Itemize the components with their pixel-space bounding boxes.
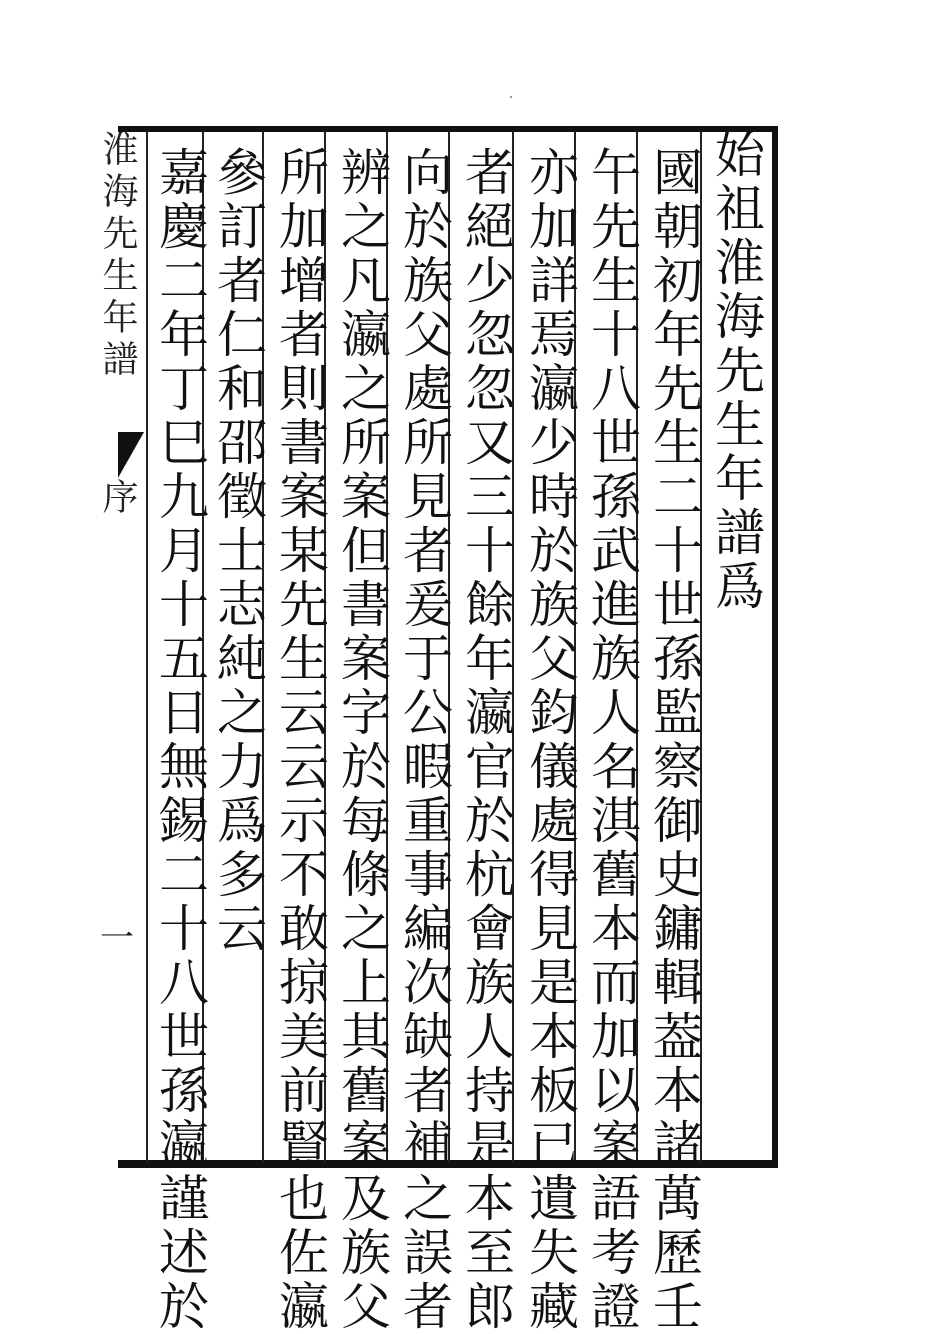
text-column-7: 辨之凡瀛之所案但書案字於每條之上其舊案及族父 [333, 146, 391, 1334]
text-column-2: 國朝初年先生二十世孫監察御史鏞輯葢本諸萬歷壬 [645, 146, 703, 1334]
column-rule [146, 132, 148, 1162]
text-column-6: 向於族父處所見者爰于公暇重事編次缺者補之誤者 [395, 146, 453, 1334]
margin-section-label: 序 [97, 478, 138, 514]
scan-dot [510, 96, 512, 98]
text-column-3: 午先生十八世孫武進族人名淇舊本而加以案語考證 [583, 146, 641, 1334]
text-column-9: 參訂者仁和邵徵士志純之力爲多云 [209, 146, 267, 956]
margin-title: 淮海先生年譜 [97, 130, 138, 382]
page-number: 一 [100, 918, 134, 958]
text-column-5: 者絕少忽忽又三十餘年瀛官於杭會族人持是本至郎 [457, 146, 515, 1334]
fish-tail-mark [118, 432, 144, 478]
text-column-10: 嘉慶二年丁巳九月十五日無錫二十八世孫瀛謹述於 [151, 146, 209, 1334]
text-column-1: 始祖淮海先生年譜爲 [707, 128, 765, 614]
text-column-8: 所加增者則書案某先生云云示不敢掠美前賢也佐瀛 [271, 146, 329, 1334]
text-column-4: 亦加詳焉瀛少時於族父鈞儀處得見是本板已遺失藏 [521, 146, 579, 1334]
